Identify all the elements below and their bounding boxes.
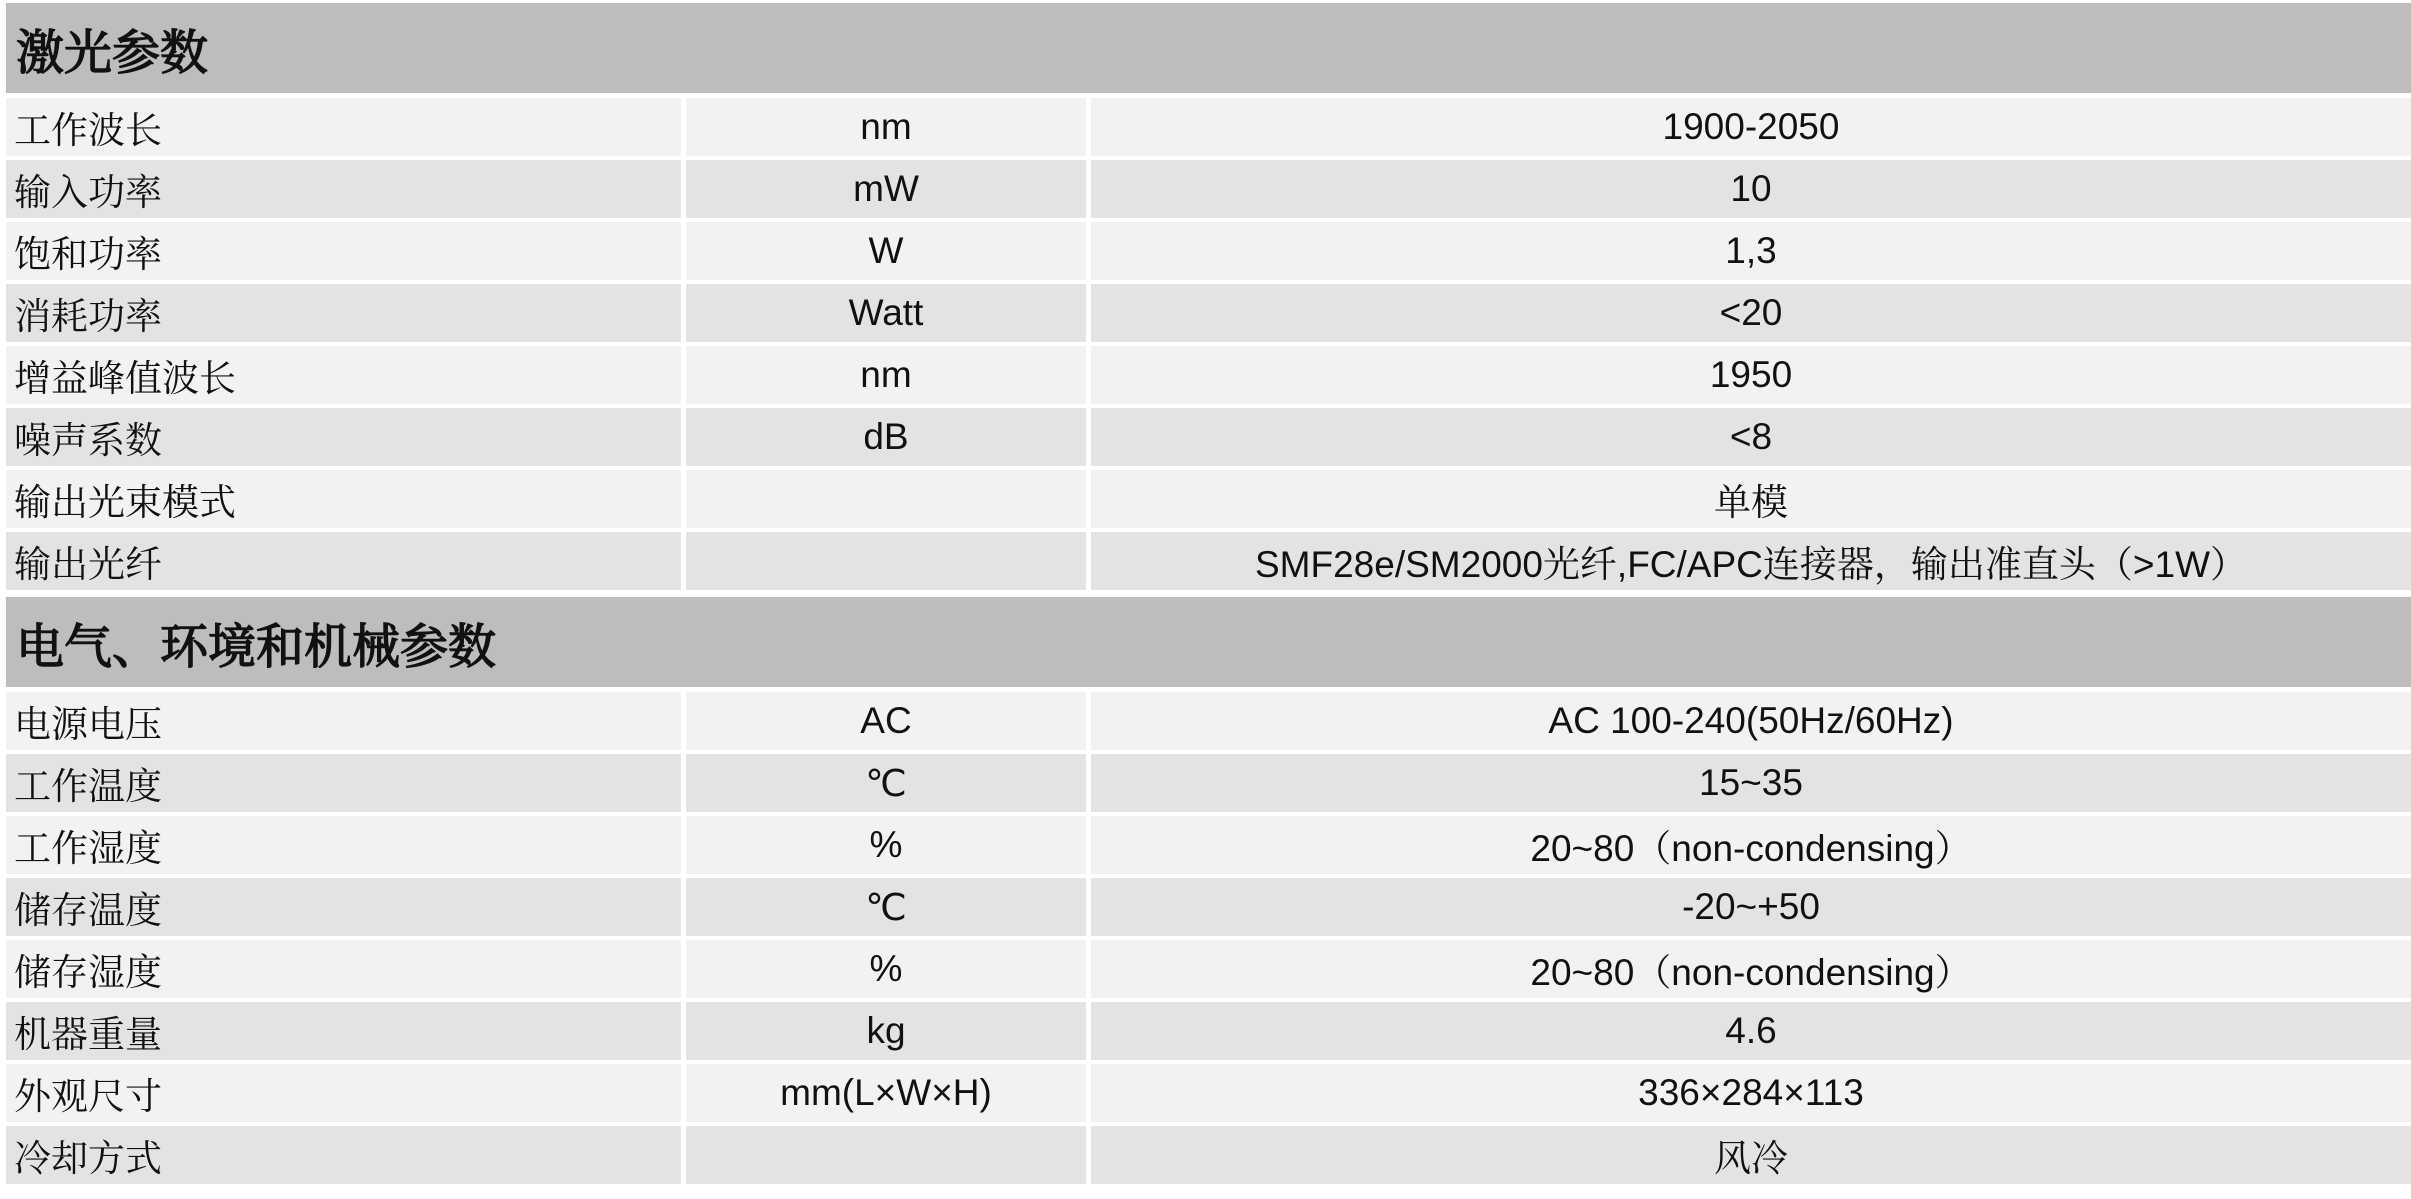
param-value: 1900-2050 — [1091, 98, 2411, 156]
table-row — [6, 222, 2411, 284]
table-row — [6, 1126, 2411, 1188]
table-row — [6, 878, 2411, 940]
param-value: 15~35 — [1091, 754, 2411, 812]
param-unit: AC — [686, 692, 1091, 750]
param-value: <20 — [1091, 284, 2411, 342]
param-value: <8 — [1091, 408, 2411, 466]
param-value: 1950 — [1091, 346, 2411, 404]
section-title-laser: 激光参数 — [6, 0, 2411, 98]
param-unit: dB — [686, 408, 1091, 466]
table-row — [6, 408, 2411, 470]
param-value: SMF28e/SM2000光纤,FC/APC连接器，输出准直头（>1W） — [1091, 532, 2411, 590]
param-unit: mm(L×W×H) — [686, 1064, 1091, 1122]
param-value: -20~+50 — [1091, 878, 2411, 936]
param-name: 工作温度 — [6, 754, 686, 812]
table-row — [6, 98, 2411, 160]
param-name: 饱和功率 — [6, 222, 686, 280]
param-name: 储存湿度 — [6, 940, 686, 998]
param-value: 单模 — [1091, 470, 2411, 528]
param-name: 噪声系数 — [6, 408, 686, 466]
param-unit — [686, 1126, 1091, 1184]
param-name: 电源电压 — [6, 692, 686, 750]
param-name: 工作湿度 — [6, 816, 686, 874]
param-name: 工作波长 — [6, 98, 686, 156]
param-unit — [686, 532, 1091, 590]
param-name: 冷却方式 — [6, 1126, 686, 1184]
param-unit: ℃ — [686, 878, 1091, 936]
param-name: 增益峰值波长 — [6, 346, 686, 404]
param-name: 机器重量 — [6, 1002, 686, 1060]
param-unit: Watt — [686, 284, 1091, 342]
param-value: 10 — [1091, 160, 2411, 218]
param-name: 储存温度 — [6, 878, 686, 936]
param-value: 4.6 — [1091, 1002, 2411, 1060]
param-unit: % — [686, 940, 1091, 998]
param-unit: kg — [686, 1002, 1091, 1060]
param-unit: % — [686, 816, 1091, 874]
param-unit: nm — [686, 346, 1091, 404]
table-row — [6, 692, 2411, 754]
param-unit: ℃ — [686, 754, 1091, 812]
spec-sheet — [6, 0, 2411, 1188]
param-name: 输入功率 — [6, 160, 686, 218]
param-value: 1,3 — [1091, 222, 2411, 280]
section-title-electrical: 电气、环境和机械参数 — [6, 594, 2411, 692]
table-row — [6, 532, 2411, 594]
laser-params-table — [6, 98, 2411, 594]
param-name: 输出光束模式 — [6, 470, 686, 528]
table-row — [6, 1002, 2411, 1064]
param-value: 20~80（non-condensing） — [1091, 940, 2411, 998]
table-row — [6, 754, 2411, 816]
param-value: AC 100-240(50Hz/60Hz) — [1091, 692, 2411, 750]
param-name: 外观尺寸 — [6, 1064, 686, 1122]
param-value: 风冷 — [1091, 1126, 2411, 1184]
table-row — [6, 1064, 2411, 1126]
param-unit: nm — [686, 98, 1091, 156]
table-row — [6, 470, 2411, 532]
table-row — [6, 284, 2411, 346]
param-name: 输出光纤 — [6, 532, 686, 590]
table-row — [6, 346, 2411, 408]
table-row — [6, 940, 2411, 1002]
param-value: 20~80（non-condensing） — [1091, 816, 2411, 874]
electrical-params-table — [6, 692, 2411, 1188]
param-value: 336×284×113 — [1091, 1064, 2411, 1122]
param-unit — [686, 470, 1091, 528]
table-row — [6, 816, 2411, 878]
param-name: 消耗功率 — [6, 284, 686, 342]
param-unit: mW — [686, 160, 1091, 218]
table-row — [6, 160, 2411, 222]
param-unit: W — [686, 222, 1091, 280]
